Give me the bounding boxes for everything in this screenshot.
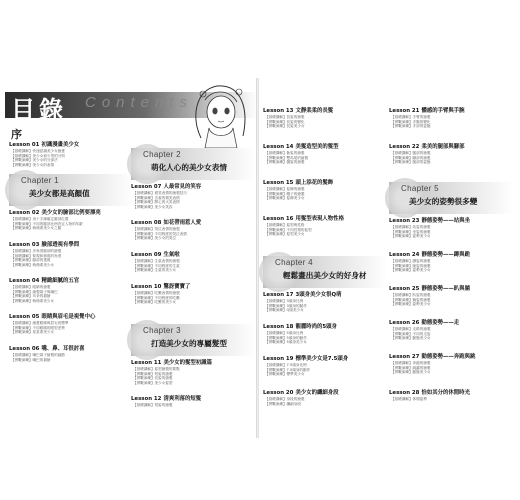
lesson-number: Lesson 09 — [131, 252, 162, 258]
girl-illustration — [181, 78, 257, 148]
lesson-number: Lesson 23 — [389, 218, 420, 224]
lesson-sub-text: 【實戰演練】美少女的表情 — [11, 162, 55, 167]
lesson-number: Lesson 15 — [263, 180, 294, 186]
lesson-sub-text: 【實戰演練】手腕的變化 — [391, 119, 431, 124]
lesson-sub-text: 【實戰演練】美少女的分部法 — [11, 158, 58, 163]
lesson-sub-text: 【實戰演練】手部的姿態 — [391, 124, 431, 129]
lesson-sub — [389, 268, 514, 273]
lesson-26[interactable] — [389, 320, 514, 341]
lesson-number: Lesson 28 — [389, 390, 420, 396]
lesson-number: Lesson 02 — [9, 210, 40, 216]
lesson-sub — [263, 308, 388, 313]
lesson-sub-text: 【實戰演練】星星系美少女 — [11, 330, 55, 335]
lesson-sub — [263, 124, 388, 129]
lesson-number: Lesson 04 — [9, 278, 40, 284]
lesson-15[interactable] — [263, 180, 388, 201]
lesson-10[interactable] — [131, 284, 256, 305]
lesson-16[interactable] — [263, 216, 388, 237]
lesson-sub — [389, 160, 514, 165]
lesson-sub-text: 【實戰演練】跪姿的繪製 — [391, 263, 431, 268]
lesson-sub — [131, 403, 256, 408]
lesson-18[interactable] — [263, 324, 388, 345]
lesson-sub — [9, 358, 134, 363]
lesson-number: Lesson 13 — [263, 108, 294, 114]
lesson-sub-text: 【實戰演練】萌萌系美少女 — [11, 262, 55, 267]
lesson-number: Lesson 16 — [263, 216, 294, 222]
lesson-number: Lesson 06 — [9, 346, 40, 352]
lesson-sub-text: 【基礎講解】生氣表情的繪製 — [133, 259, 180, 263]
lesson-05[interactable] — [9, 314, 134, 335]
lesson-sub-text: 【實戰演練】生氣的美少女 — [133, 268, 177, 273]
chapter-4-banner — [263, 256, 388, 288]
lesson-number: Lesson 19 — [263, 356, 294, 362]
lesson-title: 臉部透視有學問 — [41, 242, 80, 248]
lesson-sub-text: 【基礎講解】5頭身比例 — [265, 331, 304, 335]
lesson-sub-text: 【實戰演練】標準美少女 — [265, 372, 305, 377]
lesson-21[interactable] — [389, 108, 514, 129]
lesson-sub-text: 【實戰演練】短髮的繪製 — [133, 371, 173, 376]
lesson-sub — [131, 300, 256, 305]
chapter-label: Chapter 5 — [401, 184, 439, 193]
lesson-sub — [131, 268, 256, 273]
toc-subtitle: Contents — [85, 94, 194, 111]
lesson-title: 美少女的臉部比例要漂亮 — [41, 210, 101, 216]
lesson-sub-text: 【基礎講解】仰視和俯視的角度 — [11, 253, 62, 258]
chapter-title: 輕鬆畫出美少女的好身材 — [283, 271, 367, 280]
lesson-sub-text: 【基礎講解】哭泣表情的繪製 — [133, 227, 180, 231]
lesson-04[interactable] — [9, 278, 134, 303]
lesson-sub-text: 【實戰演練】含羞的微笑表情 — [133, 195, 180, 200]
lesson-sub-text: 【實戰演練】跳躍的繪製 — [391, 365, 431, 370]
lesson-sub-text: 【基礎講解】腿部的繪製 — [391, 151, 431, 155]
lesson-sub-text: 【實戰演練】動態美少女 — [391, 370, 431, 375]
lesson-sub — [389, 397, 514, 402]
lesson-sub — [131, 205, 256, 210]
lesson-sub-text: 【實戰演練】不同程度的哭泣表情 — [133, 231, 187, 236]
lesson-sub-text: 【基礎講解】繪畫眼睛與眉毛的標準 — [11, 321, 69, 325]
lesson-number: Lesson 17 — [263, 292, 294, 298]
lesson-sub-text: 【實戰演練】躺姿的繪製 — [391, 297, 431, 302]
lesson-24[interactable] — [389, 252, 514, 273]
lesson-title: 美少女的纖細身段 — [295, 390, 339, 396]
lesson-28[interactable] — [389, 390, 514, 402]
lesson-title: 生氣啦 — [163, 252, 180, 258]
lesson-sub — [389, 234, 514, 239]
lesson-title: 初識漫畫美少女 — [41, 142, 80, 148]
lesson-sub — [263, 196, 388, 201]
lesson-sub-text: 【實戰演練】萌萌系美少女 — [11, 298, 55, 303]
lesson-sub — [389, 124, 514, 129]
lesson-20[interactable] — [263, 390, 388, 406]
lesson-number: Lesson 08 — [131, 220, 162, 226]
lesson-sub-text: 【實戰演練】長髮的變化 — [265, 119, 305, 124]
lesson-title: 靜態姿勢——趴與躺 — [421, 286, 470, 292]
lesson-title: 恰如其分的休閒時光 — [421, 390, 470, 396]
lesson-sub-text: 【實戰演練】耳朵的描繪 — [11, 294, 51, 299]
lesson-sub — [9, 226, 134, 231]
lesson-number: Lesson 03 — [9, 242, 40, 248]
lesson-title: 驚訝寶寶了 — [163, 284, 191, 290]
lesson-sub — [9, 330, 134, 335]
lesson-sub-text: 【基礎講解】多角度臉部的繪製 — [11, 249, 62, 253]
lesson-02[interactable] — [9, 210, 134, 231]
chapter-1-banner — [9, 174, 134, 206]
lesson-sub-text: 【基礎講解】3頭身比例 — [265, 299, 304, 303]
right-page — [259, 78, 515, 438]
lesson-sub-text: 【實戰演練】7.5頭身的動作 — [265, 367, 311, 372]
lesson-sub-text: 【基礎講解】手臂的繪製 — [391, 115, 431, 119]
lesson-sub-text: 【實戰演練】姿勢美少女 — [391, 302, 431, 307]
lesson-sub-text: 【基礎講解】微笑表情的繪製技巧 — [133, 191, 187, 195]
left-page — [5, 78, 258, 438]
lesson-sub-text: 【基礎講解】休閒姿勢 — [391, 397, 427, 401]
chapter-label: Chapter 2 — [143, 150, 181, 159]
lesson-sub-text: 【實戰演練】長髮美少女 — [265, 124, 305, 129]
chapter-title: 萌化人心的美少女表情 — [151, 163, 227, 172]
chapter-2-banner — [131, 148, 256, 180]
lesson-title: 柔美的腿部與腳部 — [421, 144, 465, 150]
lesson-sub-text: 【基礎講解】短髮的繪製 — [133, 403, 173, 407]
lesson-sub-text: 【基礎講解】7.5頭身比例 — [265, 363, 307, 367]
lesson-number: Lesson 07 — [131, 184, 162, 190]
lesson-sub — [9, 263, 134, 268]
lesson-number: Lesson 12 — [131, 396, 162, 402]
lesson-sub — [263, 340, 388, 345]
chapter-title: 打造美少女的專屬髮型 — [151, 339, 227, 348]
lesson-sub-text: 【實戰演練】長髮的繪製 — [133, 376, 173, 381]
lesson-title: 文靜柔柔的長髮 — [295, 108, 334, 114]
chapter-5-banner — [389, 182, 514, 214]
lesson-09[interactable] — [131, 252, 256, 273]
lesson-sub-text: 【基礎講解】走路的繪製 — [391, 327, 431, 331]
lesson-sub-text: 【實戰演練】纖細身段 — [265, 401, 301, 406]
lesson-title: 3頭身美少女很Q萌 — [295, 292, 342, 298]
lesson-sub-text: 【實戰演練】5頭身美少女 — [265, 340, 307, 345]
lesson-sub-text: 【實戰演練】不同眼睛的眼型差異 — [11, 325, 65, 330]
lesson-sub-text: 【實戰演練】雙馬尾的繪製 — [265, 155, 309, 160]
lesson-sub — [131, 381, 256, 386]
lesson-number: Lesson 10 — [131, 284, 162, 290]
lesson-sub-text: 【基礎講解】用十字線確定臉部位置 — [11, 217, 69, 221]
lesson-sub-text: 【實戰演練】嘴巴的描繪 — [11, 357, 51, 362]
lesson-sub-text: 【實戰演練】Q版美少女 — [265, 308, 304, 313]
lesson-sub-text: 【實戰演練】5頭身的動作 — [265, 335, 307, 340]
lesson-06[interactable] — [9, 346, 134, 362]
lesson-sub-text: 【基礎講解】美少女和少男的分別 — [11, 153, 65, 158]
lesson-25[interactable] — [389, 286, 514, 307]
lesson-sub-text: 【實戰演練】萌萌系美少女之臉 — [11, 226, 62, 231]
lesson-sub-text: 【基礎講解】嘴巴鼻子繪製的細節 — [11, 353, 65, 357]
lesson-number: Lesson 11 — [131, 360, 162, 366]
lesson-title: 頭上添花的髮飾 — [295, 180, 334, 186]
lesson-title: 精緻細膩的五官 — [41, 278, 80, 284]
lesson-title: 美少女的髮型初識篇 — [163, 360, 212, 366]
lesson-sub — [389, 336, 514, 341]
lesson-sub-text: 【實戰演練】繪製鼻子與嘴巴 — [11, 289, 58, 294]
lesson-sub-text: 【實戰演練】臉部的透視 — [11, 258, 51, 263]
lesson-sub-text: 【基礎講解】吃驚表情的繪製 — [133, 291, 180, 295]
lesson-sub-text: 【實戰演練】髮型美少女 — [265, 232, 305, 237]
lesson-title: 體感的手臂與手腕 — [421, 108, 465, 114]
lesson-sub-text: 【實戰演練】美少女笑容 — [133, 204, 173, 209]
lesson-sub-text: 【實戰演練】腳部的繪製 — [391, 155, 431, 160]
lesson-23[interactable] — [389, 218, 514, 239]
lesson-sub-text: 【實戰演練】開心的大笑表情 — [133, 200, 180, 205]
lesson-22[interactable] — [389, 144, 514, 165]
chapter-3-banner — [131, 324, 256, 356]
lesson-title: 用髮型表現人物性格 — [295, 216, 344, 222]
lesson-sub — [389, 302, 514, 307]
lesson-number: Lesson 05 — [9, 314, 40, 320]
lesson-01[interactable] — [9, 142, 134, 167]
lesson-sub-text: 【基礎講解】身段的繪製 — [265, 397, 305, 401]
lesson-sub-text: 【實戰演練】髮飾美少女 — [265, 196, 305, 201]
lesson-12[interactable] — [131, 396, 256, 408]
lesson-sub — [9, 299, 134, 304]
lesson-number: Lesson 01 — [9, 142, 40, 148]
lesson-sub-text: 【基礎講解】眼睛的繪製 — [11, 285, 51, 289]
lesson-title: 動態姿勢——奔跑與跳 — [421, 354, 476, 360]
lesson-14[interactable] — [263, 144, 388, 165]
lesson-sub-text: 【基礎講解】髮型繪製的要點 — [133, 367, 180, 371]
lesson-title: 靚麗時尚的5頭身 — [295, 324, 337, 330]
lesson-19[interactable] — [263, 356, 388, 377]
lesson-sub-text: 【實戰演練】坐姿的繪製 — [391, 229, 431, 234]
lesson-sub-text: 【基礎講解】趴姿的繪製 — [391, 293, 431, 297]
chapter-label: Chapter 1 — [21, 176, 59, 185]
lesson-number: Lesson 20 — [263, 390, 294, 396]
lesson-title: 嘴、鼻、耳很討喜 — [41, 346, 85, 352]
lesson-title: 清爽利落的短髮 — [163, 396, 202, 402]
lesson-sub — [263, 402, 388, 407]
chapter-title: 美少女的姿勢很多變 — [409, 197, 478, 206]
lesson-sub-text: 【實戰演練】不同程度的生氣 — [133, 263, 180, 268]
lesson-sub-text: 【實戰演練】吃驚的美少女 — [133, 300, 177, 305]
lesson-number: Lesson 18 — [263, 324, 294, 330]
lesson-27[interactable] — [389, 354, 514, 375]
lesson-number: Lesson 24 — [389, 252, 420, 258]
lesson-sub-text: 【實戰演練】3頭身的動作 — [265, 303, 307, 308]
lesson-03[interactable] — [9, 242, 134, 267]
chapter-label: Chapter 3 — [143, 326, 181, 335]
lesson-sub-text: 【實戰演練】動態美少女 — [391, 336, 431, 341]
lesson-title: 眼睛與眉毛是視覺中心 — [41, 314, 96, 320]
lesson-sub-text: 【實戰演練】姿勢美少女 — [391, 234, 431, 239]
lesson-number: Lesson 22 — [389, 144, 420, 150]
lesson-number: Lesson 21 — [389, 108, 420, 114]
lesson-title: 靜態姿勢——蹲與跪 — [421, 252, 470, 258]
lesson-sub-text: 【實戰演練】不同的臉部比例決定人物的年齡 — [11, 221, 83, 226]
lesson-sub-text: 【基礎講解】長髮的繪製 — [265, 115, 305, 119]
lesson-sub — [9, 163, 134, 168]
lesson-11[interactable] — [131, 360, 256, 385]
lesson-sub-text: 【實戰演練】姿勢美少女 — [391, 268, 431, 273]
lesson-sub-text: 【實戰演練】盤髮的繪製 — [265, 160, 305, 165]
lesson-number: Lesson 14 — [263, 144, 294, 150]
lesson-08[interactable] — [131, 220, 256, 241]
lesson-sub-text: 【基礎講解】快速認識美少女繪畫 — [11, 149, 65, 153]
lesson-sub-text: 【基礎講解】紮髮的繪製 — [265, 151, 305, 155]
lesson-17[interactable] — [263, 292, 388, 313]
toc-title: 目錄 — [11, 95, 67, 124]
lesson-sub-text: 【基礎講解】髮飾的繪製 — [265, 187, 305, 191]
lesson-sub-text: 【基礎講解】蹲姿的繪製 — [391, 259, 431, 263]
lesson-sub-text: 【基礎講解】站姿的繪製 — [391, 225, 431, 229]
lesson-13[interactable] — [263, 108, 388, 129]
lesson-sub — [263, 160, 388, 165]
lesson-sub-text: 【基礎講解】髮型與性格 — [265, 223, 305, 227]
lesson-number: Lesson 26 — [389, 320, 420, 326]
lesson-sub-text: 【實戰演練】不同的走姿 — [391, 331, 431, 336]
lesson-number: Lesson 25 — [389, 286, 420, 292]
lesson-title: 動態姿勢——走 — [421, 320, 460, 326]
lesson-sub-text: 【實戰演練】腿部的姿態 — [391, 160, 431, 165]
lesson-sub-text: 【實戰演練】不同性格的髮型 — [265, 227, 312, 232]
lesson-title: 靜態姿勢——站與坐 — [421, 218, 470, 224]
lesson-sub-text: 【實戰演練】美少女髮型 — [133, 380, 173, 385]
preface-label: 序 — [11, 128, 22, 141]
lesson-title: 人最常見的笑容 — [163, 184, 202, 190]
lesson-sub — [263, 232, 388, 237]
chapter-label: Chapter 4 — [275, 258, 313, 267]
lesson-sub-text: 【實戰演練】美少女的哭泣 — [133, 236, 177, 241]
lesson-sub-text: 【實戰演練】不同程度的吃驚 — [133, 295, 180, 300]
chapter-title: 美少女都是高顏值 — [29, 189, 90, 198]
lesson-07[interactable] — [131, 184, 256, 209]
lesson-sub — [389, 370, 514, 375]
lesson-number: Lesson 27 — [389, 354, 420, 360]
lesson-title: 如花帶雨惹人愛 — [163, 220, 202, 226]
lesson-sub-text: 【實戰演練】帽子的繪製 — [265, 191, 305, 196]
lesson-sub — [131, 236, 256, 241]
lesson-sub — [263, 372, 388, 377]
lesson-title: 標準美少女是7.5頭身 — [295, 356, 349, 362]
lesson-title: 美髮造型美的髮型 — [295, 144, 339, 150]
lesson-sub-text: 【基礎講解】奔跑的繪製 — [391, 361, 431, 365]
